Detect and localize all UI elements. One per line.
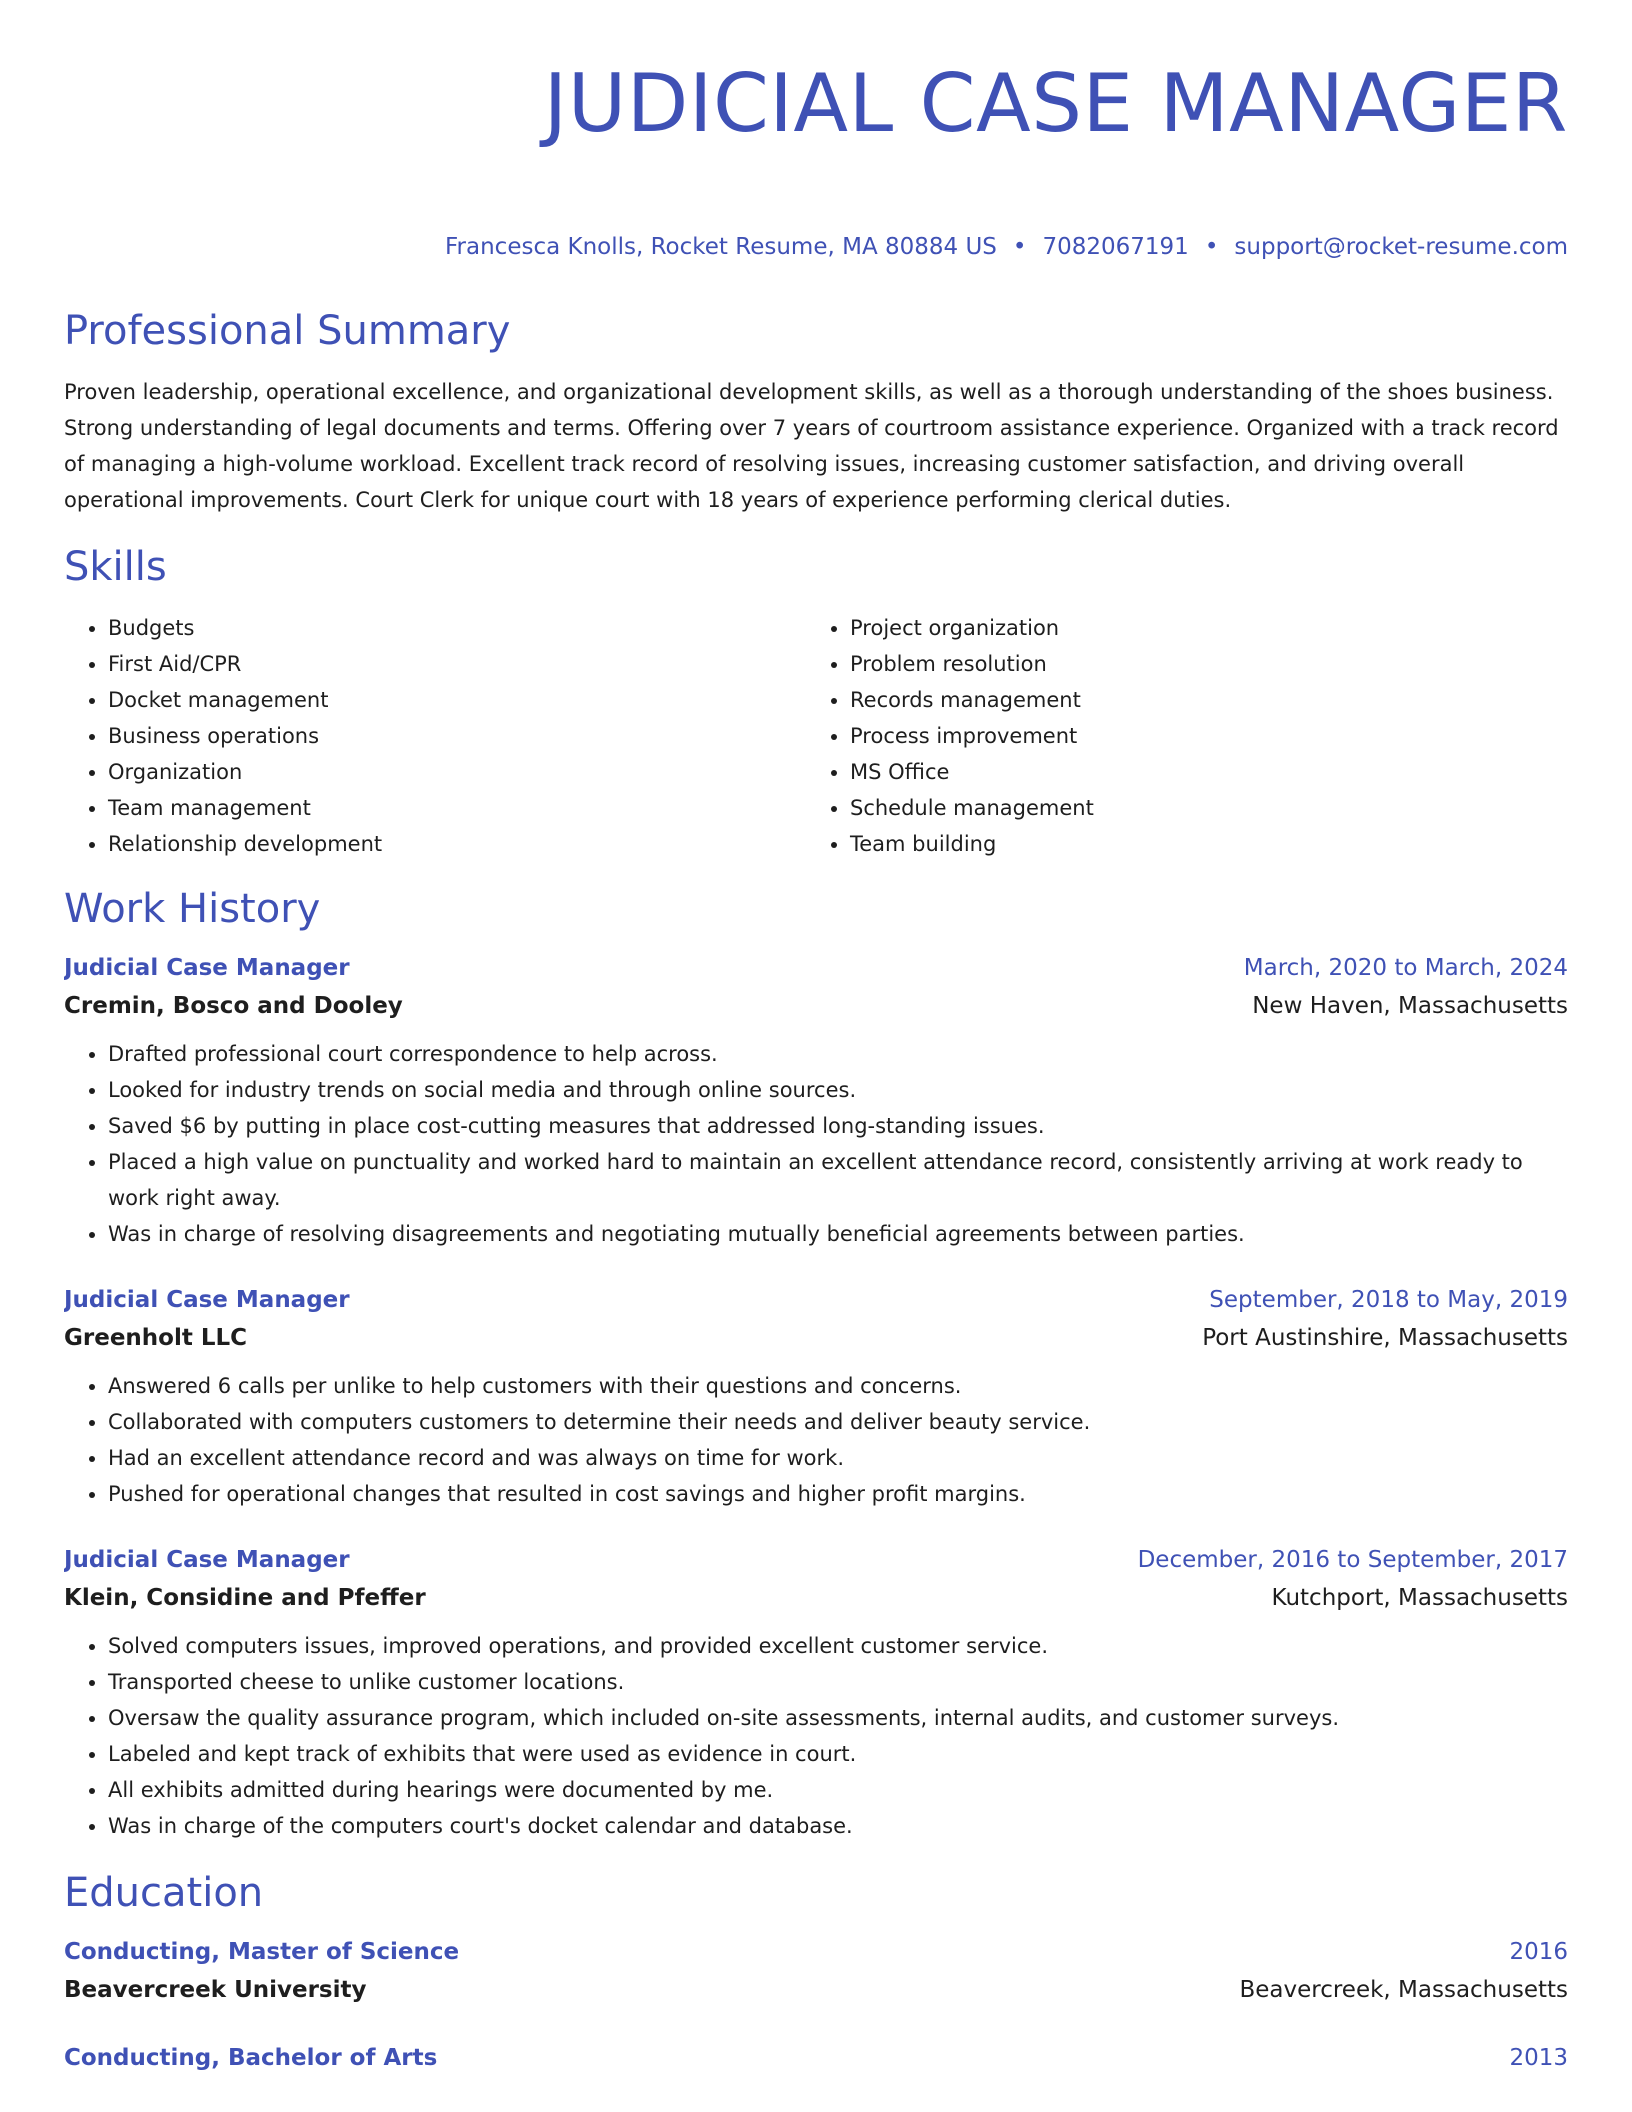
job-bullet: • Collaborated with computers customers to determine their needs and deliver beauty service.	[108, 1404, 1568, 1440]
skill-item: • Process improvement	[850, 718, 1548, 754]
job-bullets	[64, 1628, 1568, 1844]
job-header	[64, 950, 1568, 986]
job-bullet: • Placed a high value on punctuality and worked hard to maintain an excellent attendance record, consistently arriving at work ready to work right away.	[108, 1144, 1568, 1216]
job-location: Kutchport, Massachusetts	[1271, 1585, 1568, 1611]
job-bullet: • Transported cheese to unlike customer locations.	[108, 1664, 1568, 1700]
skill-item: • Budgets	[108, 610, 806, 646]
skill-item: • Team building	[850, 826, 1548, 862]
separator-dot: •	[1012, 234, 1027, 260]
job-company: Klein, Considine and Pfeffer	[64, 1585, 426, 1611]
resume-page	[64, 0, 1568, 2112]
job-title: Judicial Case Manager	[64, 1547, 350, 1573]
education-heading: Education	[64, 1870, 264, 1916]
job-bullet: • Was in charge of resolving disagreements and negotiating mutually beneficial agreements between parties.	[108, 1216, 1568, 1252]
skill-item: • Project organization	[850, 610, 1548, 646]
skills-list-left	[64, 610, 806, 862]
skills-list-right	[806, 610, 1548, 862]
job-bullet: • Saved $6 by putting in place cost-cutting measures that addressed long-standing issues.	[108, 1108, 1568, 1144]
skill-item: • Problem resolution	[850, 646, 1548, 682]
education-location: Beavercreek, Massachusetts	[1239, 1977, 1568, 2003]
education-entry	[64, 1934, 1568, 2010]
contact-line	[64, 232, 1568, 262]
job-entry	[64, 1282, 1568, 1512]
job-dates: March, 2020 to March, 2024	[1243, 955, 1568, 981]
job-bullet: • Answered 6 calls per unlike to help customers with their questions and concerns.	[108, 1368, 1568, 1404]
job-bullet: • Looked for industry trends on social media and through online sources.	[108, 1072, 1568, 1108]
education-degree: Conducting, Bachelor of Arts	[64, 2045, 438, 2071]
skill-item: • MS Office	[850, 754, 1548, 790]
education-header	[64, 1934, 1568, 1970]
job-dates: December, 2016 to September, 2017	[1137, 1547, 1568, 1573]
skill-item: • First Aid/CPR	[108, 646, 806, 682]
separator-dot: •	[1204, 234, 1219, 260]
work-history-heading: Work History	[64, 886, 321, 932]
job-subheader	[64, 986, 1568, 1026]
skills-columns	[64, 610, 1568, 862]
job-company: Cremin, Bosco and Dooley	[64, 993, 403, 1019]
contact-address: Francesca Knolls, Rocket Resume, MA 80884 US	[444, 234, 997, 260]
job-entry	[64, 950, 1568, 1252]
skill-item: • Docket management	[108, 682, 806, 718]
contact-phone: 7082067191	[1042, 234, 1189, 260]
job-location: Port Austinshire, Massachusetts	[1202, 1325, 1568, 1351]
education-subheader	[64, 1970, 1568, 2010]
contact-email: support@rocket-resume.com	[1234, 234, 1568, 260]
job-company: Greenholt LLC	[64, 1325, 248, 1351]
education-school: Beavercreek University	[64, 1977, 367, 2003]
education-entry	[64, 2040, 1568, 2076]
education-section	[64, 1868, 1568, 2076]
summary-section	[64, 306, 1568, 518]
summary-text: Proven leadership, operational excellence, and organizational development skills, as well as a thorough understanding of the shoes business. Strong understanding of legal documents and terms. Offering over 7 years of courtroom assistance experience. Organized with a track record of managing a high-volume workload. Excellent track record of resolving issues, increasing customer satisfaction, and driving overall operational improvements. Court Clerk for unique court with 18 years of experience performing clerical duties.	[64, 380, 1559, 512]
job-title: Judicial Case Manager	[64, 955, 350, 981]
education-year: 2013	[1509, 2045, 1568, 2071]
skill-item: • Relationship development	[108, 826, 806, 862]
education-header	[64, 2040, 1568, 2076]
job-bullet: • All exhibits admitted during hearings were documented by me.	[108, 1772, 1568, 1808]
skill-item: • Schedule management	[850, 790, 1548, 826]
education-degree: Conducting, Master of Science	[64, 1939, 460, 1965]
resume-title: JUDICIAL CASE MANAGER	[543, 57, 1568, 150]
education-year: 2016	[1509, 1939, 1568, 1965]
work-history-section	[64, 884, 1568, 1844]
job-title: Judicial Case Manager	[64, 1287, 350, 1313]
job-subheader	[64, 1318, 1568, 1358]
skill-item: • Business operations	[108, 718, 806, 754]
job-bullets	[64, 1036, 1568, 1252]
job-bullet: • Was in charge of the computers court's docket calendar and database.	[108, 1808, 1568, 1844]
skill-item: • Organization	[108, 754, 806, 790]
job-header	[64, 1542, 1568, 1578]
skill-item: • Team management	[108, 790, 806, 826]
job-entry	[64, 1542, 1568, 1844]
skills-section	[64, 542, 1568, 862]
job-subheader	[64, 1578, 1568, 1618]
job-header	[64, 1282, 1568, 1318]
summary-heading: Professional Summary	[64, 308, 511, 354]
job-bullet: • Oversaw the quality assurance program, which included on-site assessments, internal audits, and customer surveys.	[108, 1700, 1568, 1736]
job-bullet: • Drafted professional court correspondence to help across.	[108, 1036, 1568, 1072]
job-bullet: • Pushed for operational changes that resulted in cost savings and higher profit margins.	[108, 1476, 1568, 1512]
job-location: New Haven, Massachusetts	[1252, 993, 1568, 1019]
job-bullet: • Had an excellent attendance record and was always on time for work.	[108, 1440, 1568, 1476]
job-bullet: • Labeled and kept track of exhibits that were used as evidence in court.	[108, 1736, 1568, 1772]
skills-heading: Skills	[64, 544, 167, 590]
job-bullet: • Solved computers issues, improved operations, and provided excellent customer service.	[108, 1628, 1568, 1664]
job-dates: September, 2018 to May, 2019	[1209, 1287, 1568, 1313]
job-bullets	[64, 1368, 1568, 1512]
skill-item: • Records management	[850, 682, 1548, 718]
